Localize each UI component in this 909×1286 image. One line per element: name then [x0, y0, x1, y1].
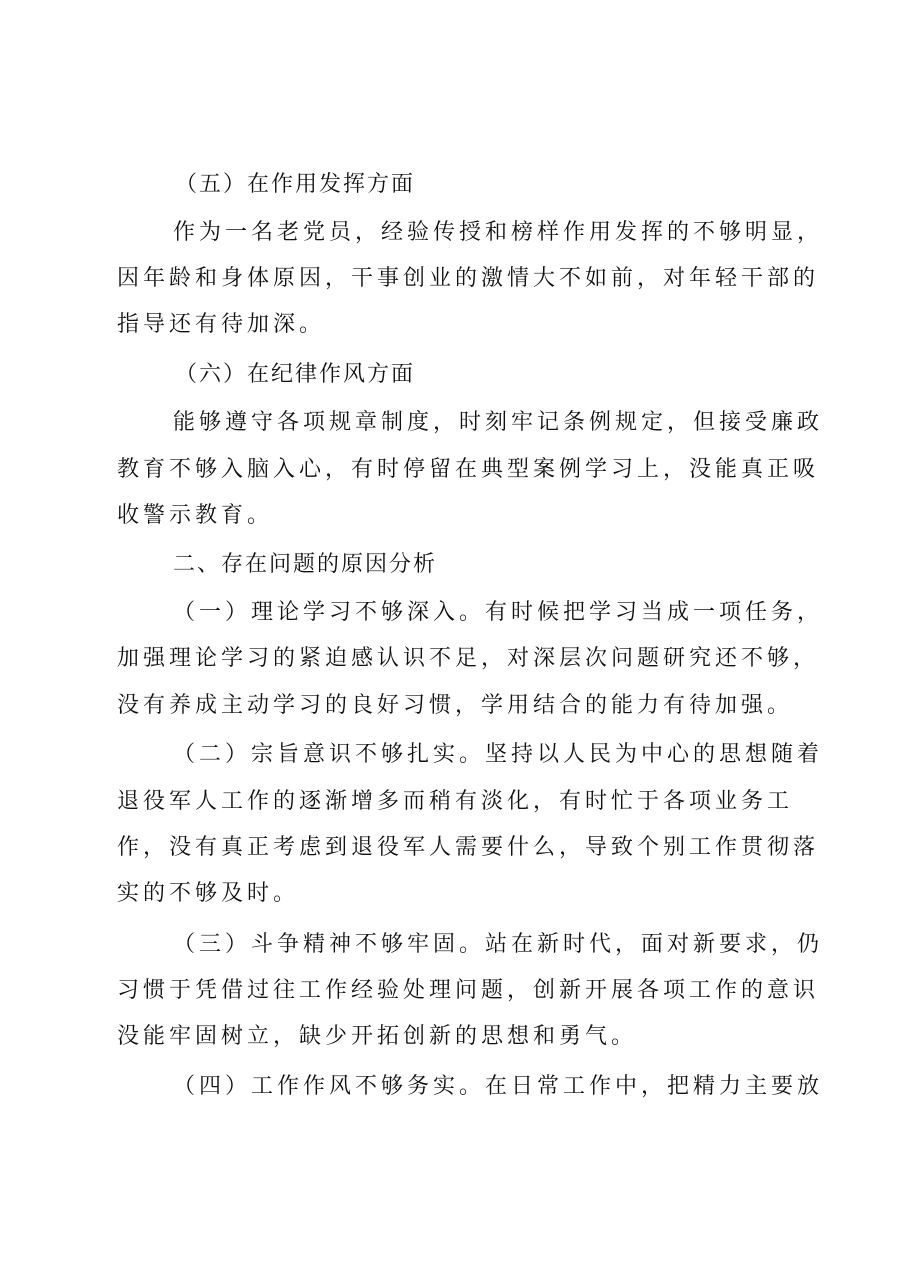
section-heading-causes: 二、存在问题的原因分析 — [173, 552, 438, 577]
paragraph-line: 指导还有待加深。 — [117, 312, 326, 337]
paragraph-line: （二）宗旨意识不够扎实。坚持以人民为中心的思想随着 — [173, 742, 824, 767]
paragraph-line: 习惯于凭借过往工作经验处理问题，创新开展各项工作的意识 — [117, 978, 820, 1003]
paragraph-line: 作，没有真正考虑到退役军人需要什么，导致个别工作贯彻落 — [117, 835, 820, 860]
paragraph-line: 没有养成主动学习的良好习惯，学用结合的能力有待加强。 — [117, 693, 794, 718]
paragraph-line: 加强理论学习的紧迫感认识不足，对深层次问题研究还不够， — [117, 646, 820, 671]
paragraph-line: 退役军人工作的逐渐增多而稍有淡化，有时忙于各项业务工 — [117, 789, 794, 814]
section-heading-six: （六）在纪律作风方面 — [175, 362, 416, 387]
section-heading-five: （五）在作用发挥方面 — [175, 172, 416, 197]
paragraph-line: 能够遵守各项规章制度，时刻牢记条例规定，但接受廉政 — [173, 410, 824, 435]
paragraph-line: 因年龄和身体原因，干事创业的激情大不如前，对年轻干部的 — [117, 266, 820, 291]
paragraph-line: 教育不够入脑入心，有时停留在典型案例学习上，没能真正吸 — [117, 457, 820, 482]
paragraph-line: 收警示教育。 — [117, 503, 274, 528]
paragraph-line: （四）工作作风不够务实。在日常工作中，把精力主要放 — [173, 1074, 824, 1099]
paragraph-line: （三）斗争精神不够牢固。站在新时代，面对新要求，仍 — [173, 932, 824, 957]
paragraph-line: 实的不够及时。 — [117, 881, 300, 906]
paragraph-line: 作为一名老党员，经验传授和榜样作用发挥的不够明显， — [173, 220, 824, 245]
paragraph-line: （一）理论学习不够深入。有时候把学习当成一项任务， — [173, 600, 824, 625]
paragraph-line: 没能牢固树立，缺少开拓创新的思想和勇气。 — [117, 1024, 638, 1049]
